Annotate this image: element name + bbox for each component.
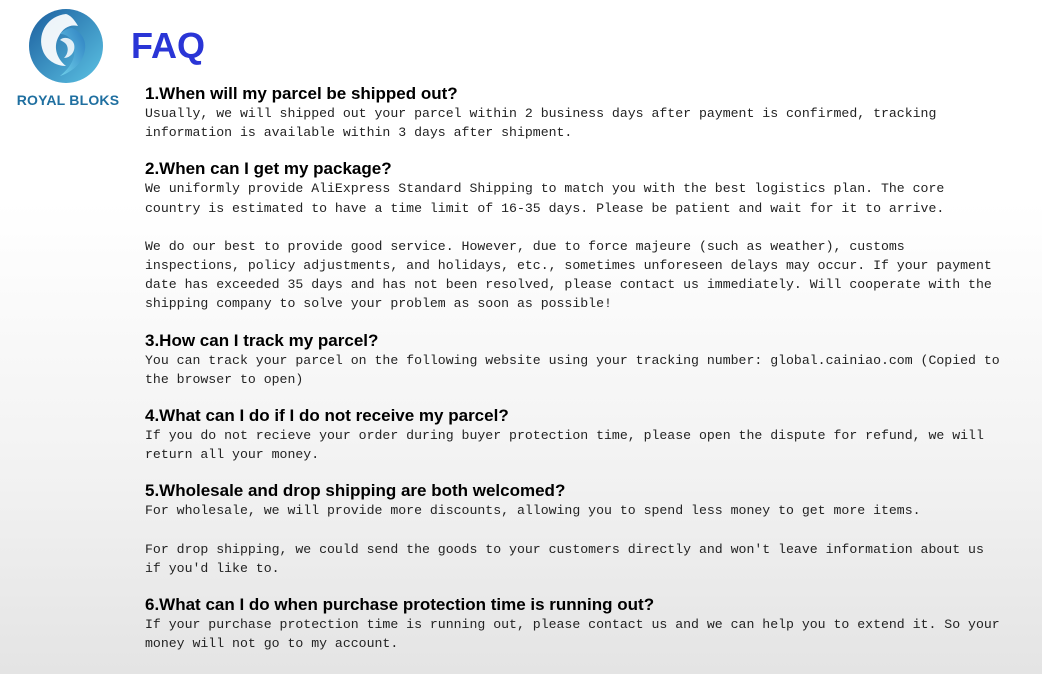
faq-item <box>145 406 1005 464</box>
logo-emblem-icon <box>26 6 106 86</box>
faq-list <box>145 84 1005 670</box>
faq-item <box>145 159 1005 313</box>
faq-answer: If you do not recieve your order during buyer protection time, please open the dispute for refund, we will return all your money. <box>145 428 984 463</box>
page-title: FAQ <box>131 25 206 66</box>
faq-item <box>145 481 1005 578</box>
faq-answer: For drop shipping, we could send the goods to your customers directly and won't leave information about us if you'd like to. <box>145 541 984 576</box>
faq-answer: Usually, we will shipped out your parcel within 2 business days after payment is confirmed, tracking information is available within 3 days after shipment. <box>145 106 937 141</box>
faq-answer: We do our best to provide good service. However, due to force majeure (such as weather), customs inspections, policy adjustments, and holidays, etc., sometimes unforeseen delays may occur. If your payment date has exceeded 35 days and has not been resolved, please contact us immediately. Will cooperate with the shipping company to solve your problem as soon as possible! <box>145 238 992 312</box>
faq-question: 1.When will my parcel be shipped out? <box>145 84 458 103</box>
faq-question: 5.Wholesale and drop shipping are both welcomed? <box>145 481 566 501</box>
faq-item <box>145 595 1005 653</box>
faq-question: 6.What can I do when purchase protection time is running out? <box>145 595 655 615</box>
faq-question: 2.When can I get my package? <box>145 159 392 179</box>
brand-name: ROYAL BLOKS <box>16 92 120 108</box>
faq-answer: We uniformly provide AliExpress Standard Shipping to match you with the best logistics plan. The core country is estimated to have a time limit of 16-35 days. Please be patient and wait for it to arrive. <box>145 181 945 216</box>
faq-answer: For wholesale, we will provide more discounts, allowing you to spend less money to get more items. <box>145 503 921 519</box>
faq-answer: If your purchase protection time is running out, please contact us and we can help you to extend it. So your money will not go to my account. <box>145 617 1000 652</box>
faq-question: 4.What can I do if I do not receive my parcel? <box>145 406 509 426</box>
brand-logo <box>12 6 124 114</box>
faq-answer: You can track your parcel on the following website using your tracking number: global.cainiao.com (Copied to the browser to open) <box>145 352 1000 387</box>
faq-item <box>145 84 1005 142</box>
faq-question: 3.How can I track my parcel? <box>145 330 379 350</box>
faq-item <box>145 331 1005 389</box>
